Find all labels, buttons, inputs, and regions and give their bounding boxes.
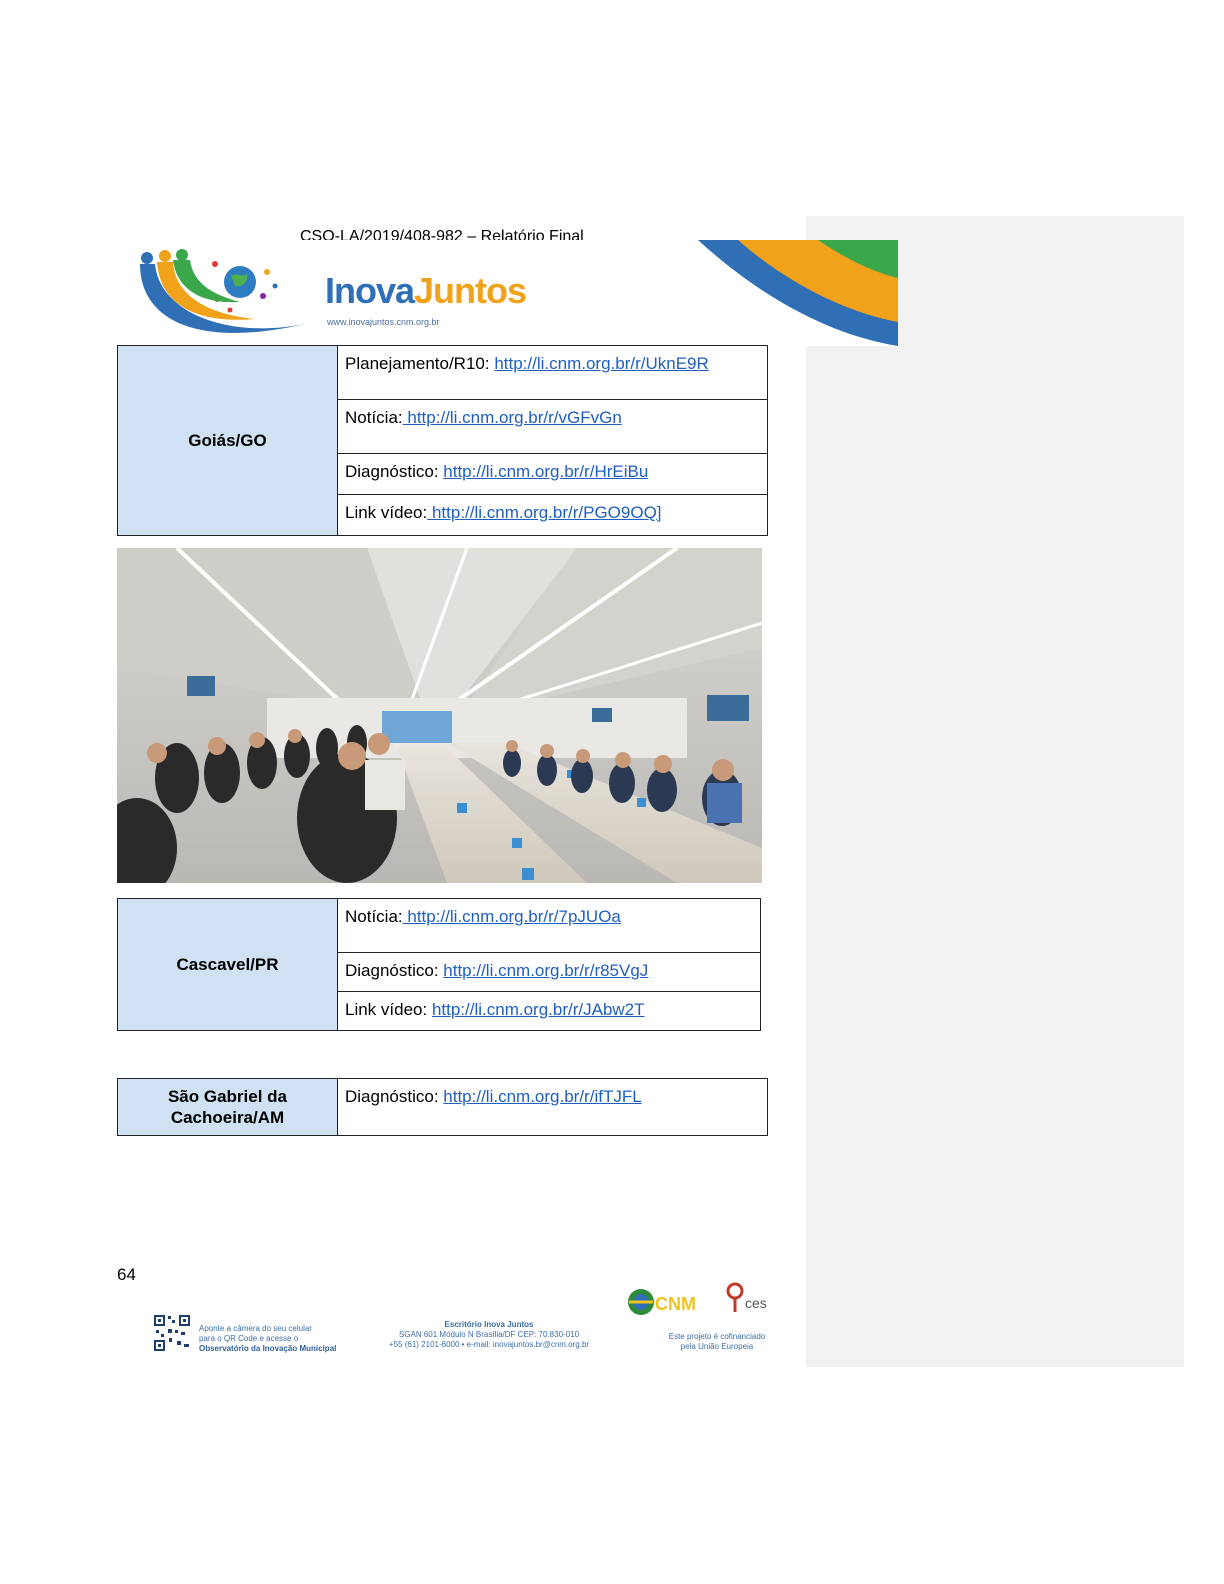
meeting-photo-illustration: [117, 548, 762, 883]
document-header-text: CSO-LA/2019/408-982 – Relatório Final: [300, 228, 584, 240]
brand-wordmark: InovaJuntos: [325, 270, 527, 311]
qr-code-icon: [153, 1314, 191, 1352]
qr-code-caption: Aponte a câmera do seu celular para o QR Code e acesse o Observatório da Inovação Municipal: [199, 1324, 337, 1353]
goias-row-diagnostico: Diagnóstico: http://li.cnm.org.br/r/HrEiBu: [338, 454, 768, 495]
goias-row-planejamento: Planejamento/R10: http://li.cnm.org.br/r/UknE9R: [338, 346, 768, 400]
sao-gabriel-row-diagnostico: Diagnóstico: http://li.cnm.org.br/r/ifTJFL: [338, 1079, 768, 1136]
link-diagnostico[interactable]: http://li.cnm.org.br/r/ifTJFL: [443, 1087, 642, 1106]
link-diagnostico[interactable]: http://li.cnm.org.br/r/r85VgJ: [443, 961, 649, 980]
goias-links-table: [117, 345, 768, 536]
office-contact: Escritório Inova Juntos SGAN 601 Módulo N Brasília/DF CEP: 70.830-010 +55 (61) 2101-6000 • e-mail: inovajuntos.br@cnm.org.br: [388, 1320, 590, 1349]
svg-text:CNM: CNM: [655, 1294, 696, 1314]
brand-url: www.inovajuntos.cnm.org.br: [327, 317, 440, 327]
eu-funding-note: Este projeto é cofinanciado pela União Europeia: [668, 1332, 766, 1351]
city-cell-sao-gabriel: São Gabriel da Cachoeira/AM: [118, 1079, 338, 1136]
svg-text:ces: ces: [745, 1295, 767, 1311]
link-noticia[interactable]: http://li.cnm.org.br/r/7pJUOa: [402, 907, 621, 926]
inova-juntos-logo-icon: [135, 244, 315, 344]
cascavel-row-link-video: Link vídeo: http://li.cnm.org.br/r/JAbw2T: [338, 992, 761, 1031]
page-number: 64: [117, 1265, 136, 1284]
page-footer: [117, 1280, 807, 1370]
cascavel-row-diagnostico: Diagnóstico: http://li.cnm.org.br/r/r85VgJ: [338, 953, 761, 992]
comment-margin-panel: [806, 216, 1184, 1367]
city-cell-goias: Goiás/GO: [118, 346, 338, 536]
link-planejamento[interactable]: http://li.cnm.org.br/r/UknE9R: [494, 354, 709, 373]
cascavel-links-table: [117, 898, 761, 1031]
cnm-logo-icon: [625, 1286, 705, 1322]
city-cell-cascavel: Cascavel/PR: [118, 899, 338, 1031]
meeting-room-photo: [117, 548, 762, 883]
ces-logo-icon: [723, 1280, 803, 1320]
cascavel-row-noticia: Notícia: http://li.cnm.org.br/r/7pJUOa: [338, 899, 761, 953]
decorative-swoosh-icon: [698, 240, 898, 346]
link-video[interactable]: http://li.cnm.org.br/r/PGO9OQ]: [427, 503, 662, 522]
inova-juntos-banner: [117, 240, 898, 346]
link-diagnostico[interactable]: http://li.cnm.org.br/r/HrEiBu: [443, 462, 649, 481]
link-video[interactable]: http://li.cnm.org.br/r/JAbw2T: [431, 1000, 645, 1019]
goias-row-noticia: Notícia: http://li.cnm.org.br/r/vGFvGn: [338, 400, 768, 454]
sao-gabriel-links-table: [117, 1078, 768, 1136]
link-noticia[interactable]: http://li.cnm.org.br/r/vGFvGn: [402, 408, 622, 427]
goias-row-link-video: Link vídeo: http://li.cnm.org.br/r/PGO9OQ]: [338, 495, 768, 536]
